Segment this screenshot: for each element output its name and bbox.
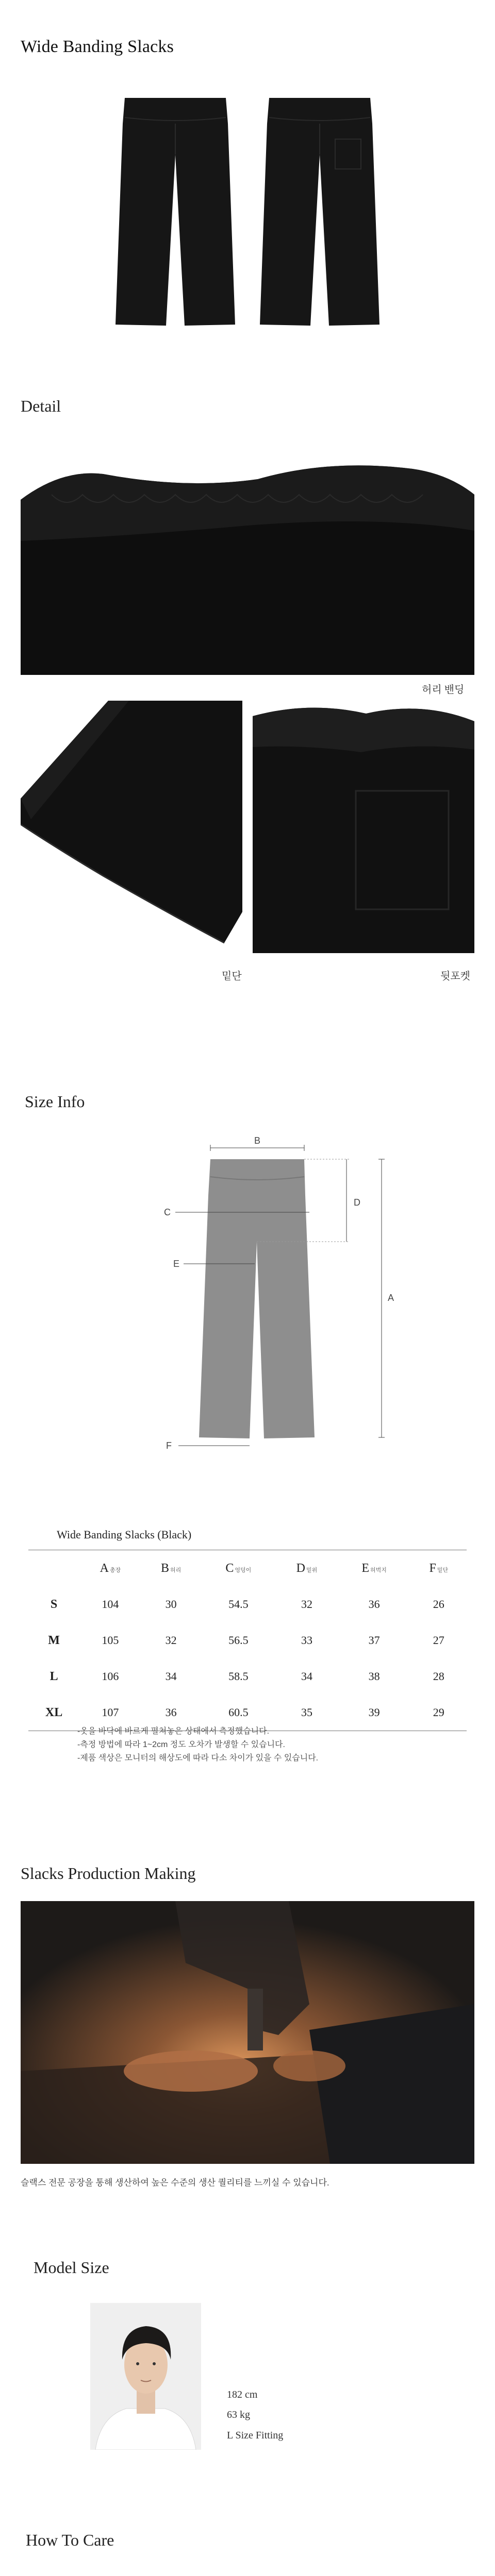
product-title: Wide Banding Slacks bbox=[21, 37, 174, 56]
model-weight: 63 kg bbox=[227, 2409, 250, 2420]
production-title: Slacks Production Making bbox=[21, 1864, 196, 1883]
table-cell: 36 bbox=[141, 1694, 201, 1731]
model-fitting: L Size Fitting bbox=[227, 2430, 284, 2441]
table-cell: 27 bbox=[433, 1634, 444, 1647]
size-table bbox=[28, 1550, 467, 1731]
label-d: D bbox=[354, 1197, 360, 1208]
pants-back-image bbox=[258, 93, 382, 330]
column-header: F 밑단 bbox=[411, 1550, 467, 1587]
table-cell: 34 bbox=[165, 1670, 177, 1683]
label-a: A bbox=[388, 1293, 394, 1303]
caption-back-pocket: 뒷포켓 bbox=[440, 971, 470, 982]
table-row bbox=[28, 1622, 467, 1658]
row-size-label: XL bbox=[28, 1694, 79, 1731]
table-cell: 33 bbox=[301, 1634, 312, 1647]
label-c: C bbox=[164, 1207, 171, 1217]
label-b: B bbox=[254, 1136, 261, 1146]
label-e: E bbox=[173, 1259, 180, 1269]
size-table-header-row bbox=[28, 1550, 467, 1587]
detail-title: Detail bbox=[21, 397, 61, 415]
table-cell: 38 bbox=[368, 1670, 380, 1683]
care-title: How To Care bbox=[26, 2531, 114, 2549]
table-row bbox=[28, 1658, 467, 1694]
detail-back-pocket-image bbox=[253, 701, 474, 953]
model-photo bbox=[90, 2303, 201, 2450]
size-info-title: Size Info bbox=[25, 1092, 85, 1111]
table-cell: 105 bbox=[102, 1634, 119, 1647]
table-cell: 37 bbox=[368, 1634, 380, 1647]
model-size-title: Model Size bbox=[34, 2258, 109, 2277]
column-header: C 엉덩이 bbox=[201, 1550, 276, 1587]
caption-hem: 밑단 bbox=[222, 971, 242, 982]
size-note: -제품 색상은 모니터의 해상도에 따라 다소 차이가 있을 수 있습니다. bbox=[77, 1754, 319, 1762]
table-cell: 34 bbox=[301, 1670, 312, 1683]
table-cell: 26 bbox=[433, 1598, 444, 1611]
table-cell: 35 bbox=[276, 1694, 338, 1731]
table-cell: 28 bbox=[433, 1670, 444, 1683]
column-header: B 허리 bbox=[141, 1550, 201, 1587]
label-f: F bbox=[166, 1440, 172, 1451]
caption-waist: 허리 밴딩 bbox=[422, 684, 465, 696]
column-header: D 밑위 bbox=[276, 1550, 338, 1587]
table-cell: 107 bbox=[79, 1694, 141, 1731]
pants-front-image bbox=[113, 93, 237, 330]
row-size-label: L bbox=[50, 1669, 58, 1683]
size-table-corner bbox=[28, 1550, 79, 1587]
table-cell: 58.5 bbox=[228, 1670, 249, 1683]
column-header: A 총장 bbox=[79, 1550, 141, 1587]
size-table-wrapper bbox=[28, 1550, 467, 1731]
table-cell: 32 bbox=[301, 1598, 312, 1611]
size-diagram bbox=[155, 1133, 402, 1453]
production-caption: 슬랙스 전문 공장을 통해 생산하여 높은 수준의 생산 퀄리티를 느끼실 수 있습니다. bbox=[21, 2178, 329, 2188]
row-size-label: S bbox=[50, 1597, 58, 1611]
size-notes bbox=[77, 1725, 318, 1765]
production-image bbox=[21, 1901, 474, 2164]
size-table-title: Wide Banding Slacks (Black) bbox=[57, 1528, 192, 1541]
size-note: -옷을 바닥에 바르게 펼쳐놓은 상태에서 측정했습니다. bbox=[77, 1727, 270, 1736]
table-cell: 39 bbox=[338, 1694, 411, 1731]
care-list bbox=[46, 2566, 383, 2576]
model-height: 182 cm bbox=[227, 2389, 258, 2400]
row-size-label: M bbox=[48, 1633, 60, 1647]
table-cell: 60.5 bbox=[201, 1694, 276, 1731]
table-cell: 56.5 bbox=[228, 1634, 249, 1647]
table-cell: 104 bbox=[102, 1598, 119, 1611]
table-cell: 36 bbox=[368, 1598, 380, 1611]
detail-waist-image bbox=[21, 438, 474, 675]
column-header: E 허벅지 bbox=[338, 1550, 411, 1587]
table-cell: 32 bbox=[165, 1634, 177, 1647]
table-cell: 106 bbox=[102, 1670, 119, 1683]
table-cell: 30 bbox=[165, 1598, 177, 1611]
size-note: -측정 방법에 따라 1~2cm 정도 오차가 발생할 수 있습니다. bbox=[77, 1740, 285, 1749]
table-cell: 54.5 bbox=[228, 1598, 249, 1611]
detail-hem-image bbox=[21, 701, 242, 953]
table-cell: 29 bbox=[411, 1694, 467, 1731]
table-row bbox=[28, 1586, 467, 1622]
